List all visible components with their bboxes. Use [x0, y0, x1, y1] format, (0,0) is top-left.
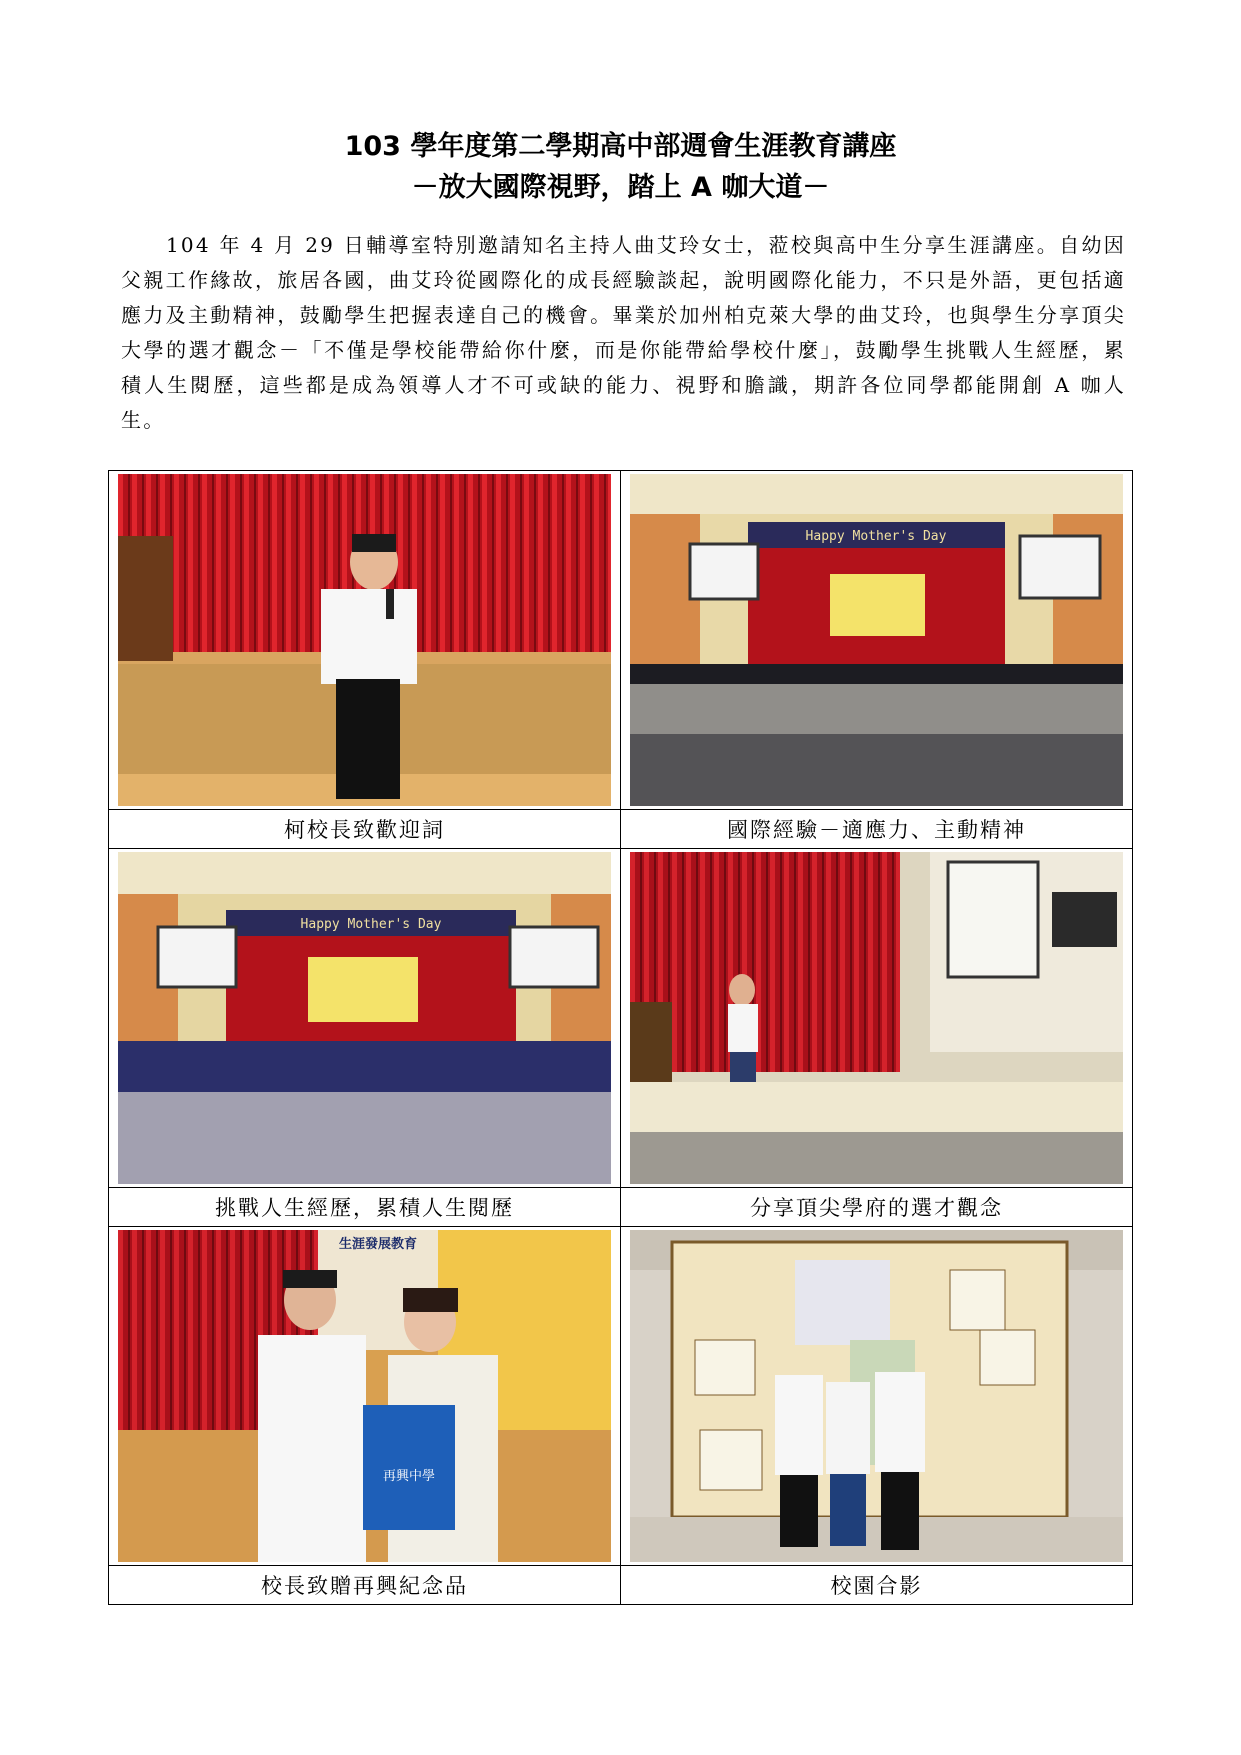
- photo-cell: [621, 1226, 1133, 1565]
- photo-caption: 校長致贈再興紀念品: [109, 1565, 621, 1604]
- photo-souvenir-gift[interactable]: [118, 1230, 611, 1562]
- page-subtitle: －放大國際視野，踏上 A 咖大道－: [411, 172, 830, 203]
- photo-caption: 分享頂尖學府的選才觀念: [621, 1187, 1133, 1226]
- photo-cell: [109, 848, 621, 1187]
- photo-caption: 柯校長致歡迎詞: [109, 809, 621, 848]
- photo-caption: 校園合影: [621, 1565, 1133, 1604]
- page-title: 103 學年度第二學期高中部週會生涯教育講座: [344, 131, 897, 162]
- photo-speaker-sharing[interactable]: [630, 852, 1123, 1184]
- photo-cell: [621, 848, 1133, 1187]
- photo-grid: [108, 470, 1133, 1605]
- stage-banner-text: Happy Mother's Day: [300, 916, 442, 932]
- gift-bag-text: 再興中學: [382, 1468, 436, 1484]
- photo-principal-speech[interactable]: [118, 474, 611, 806]
- photo-campus-group[interactable]: [630, 1230, 1123, 1562]
- photo-caption: 挑戰人生經歷，累積人生閱歷: [109, 1187, 621, 1226]
- photo-cell: [109, 1226, 621, 1565]
- photo-cell: [621, 471, 1133, 810]
- photo-auditorium-front[interactable]: [630, 474, 1123, 806]
- photo-caption: 國際經驗－適應力、主動精神: [621, 809, 1133, 848]
- photo-auditorium-students[interactable]: [118, 852, 611, 1184]
- photo-cell: [109, 471, 621, 810]
- article-paragraph: 104 年 4 月 29 日輔導室特別邀請知名主持人曲艾玲女士，蒞校與高中生分享生涯講座。自幼因父親工作緣故，旅居各國，曲艾玲從國際化的成長經驗談起，說明國際化能力，不只是外語，更包括適應力及主動精神，鼓勵學生把握表達自己的機會。畢業於加州柏克萊大學的曲艾玲，也與學生分享頂尖大學的選才觀念－「不僅是學校能帶給你什麼，而是你能帶給學校什麼」，鼓勵學生挑戰人生經歷，累積人生閱歷，這些都是成為領導人才不可或缺的能力、視野和膽識，期許各位同學都能開創 A 咖人生。: [121, 233, 1126, 432]
- stage-banner-text: Happy Mother's Day: [805, 528, 947, 544]
- sign-text: 生涯發展教育: [338, 1236, 418, 1252]
